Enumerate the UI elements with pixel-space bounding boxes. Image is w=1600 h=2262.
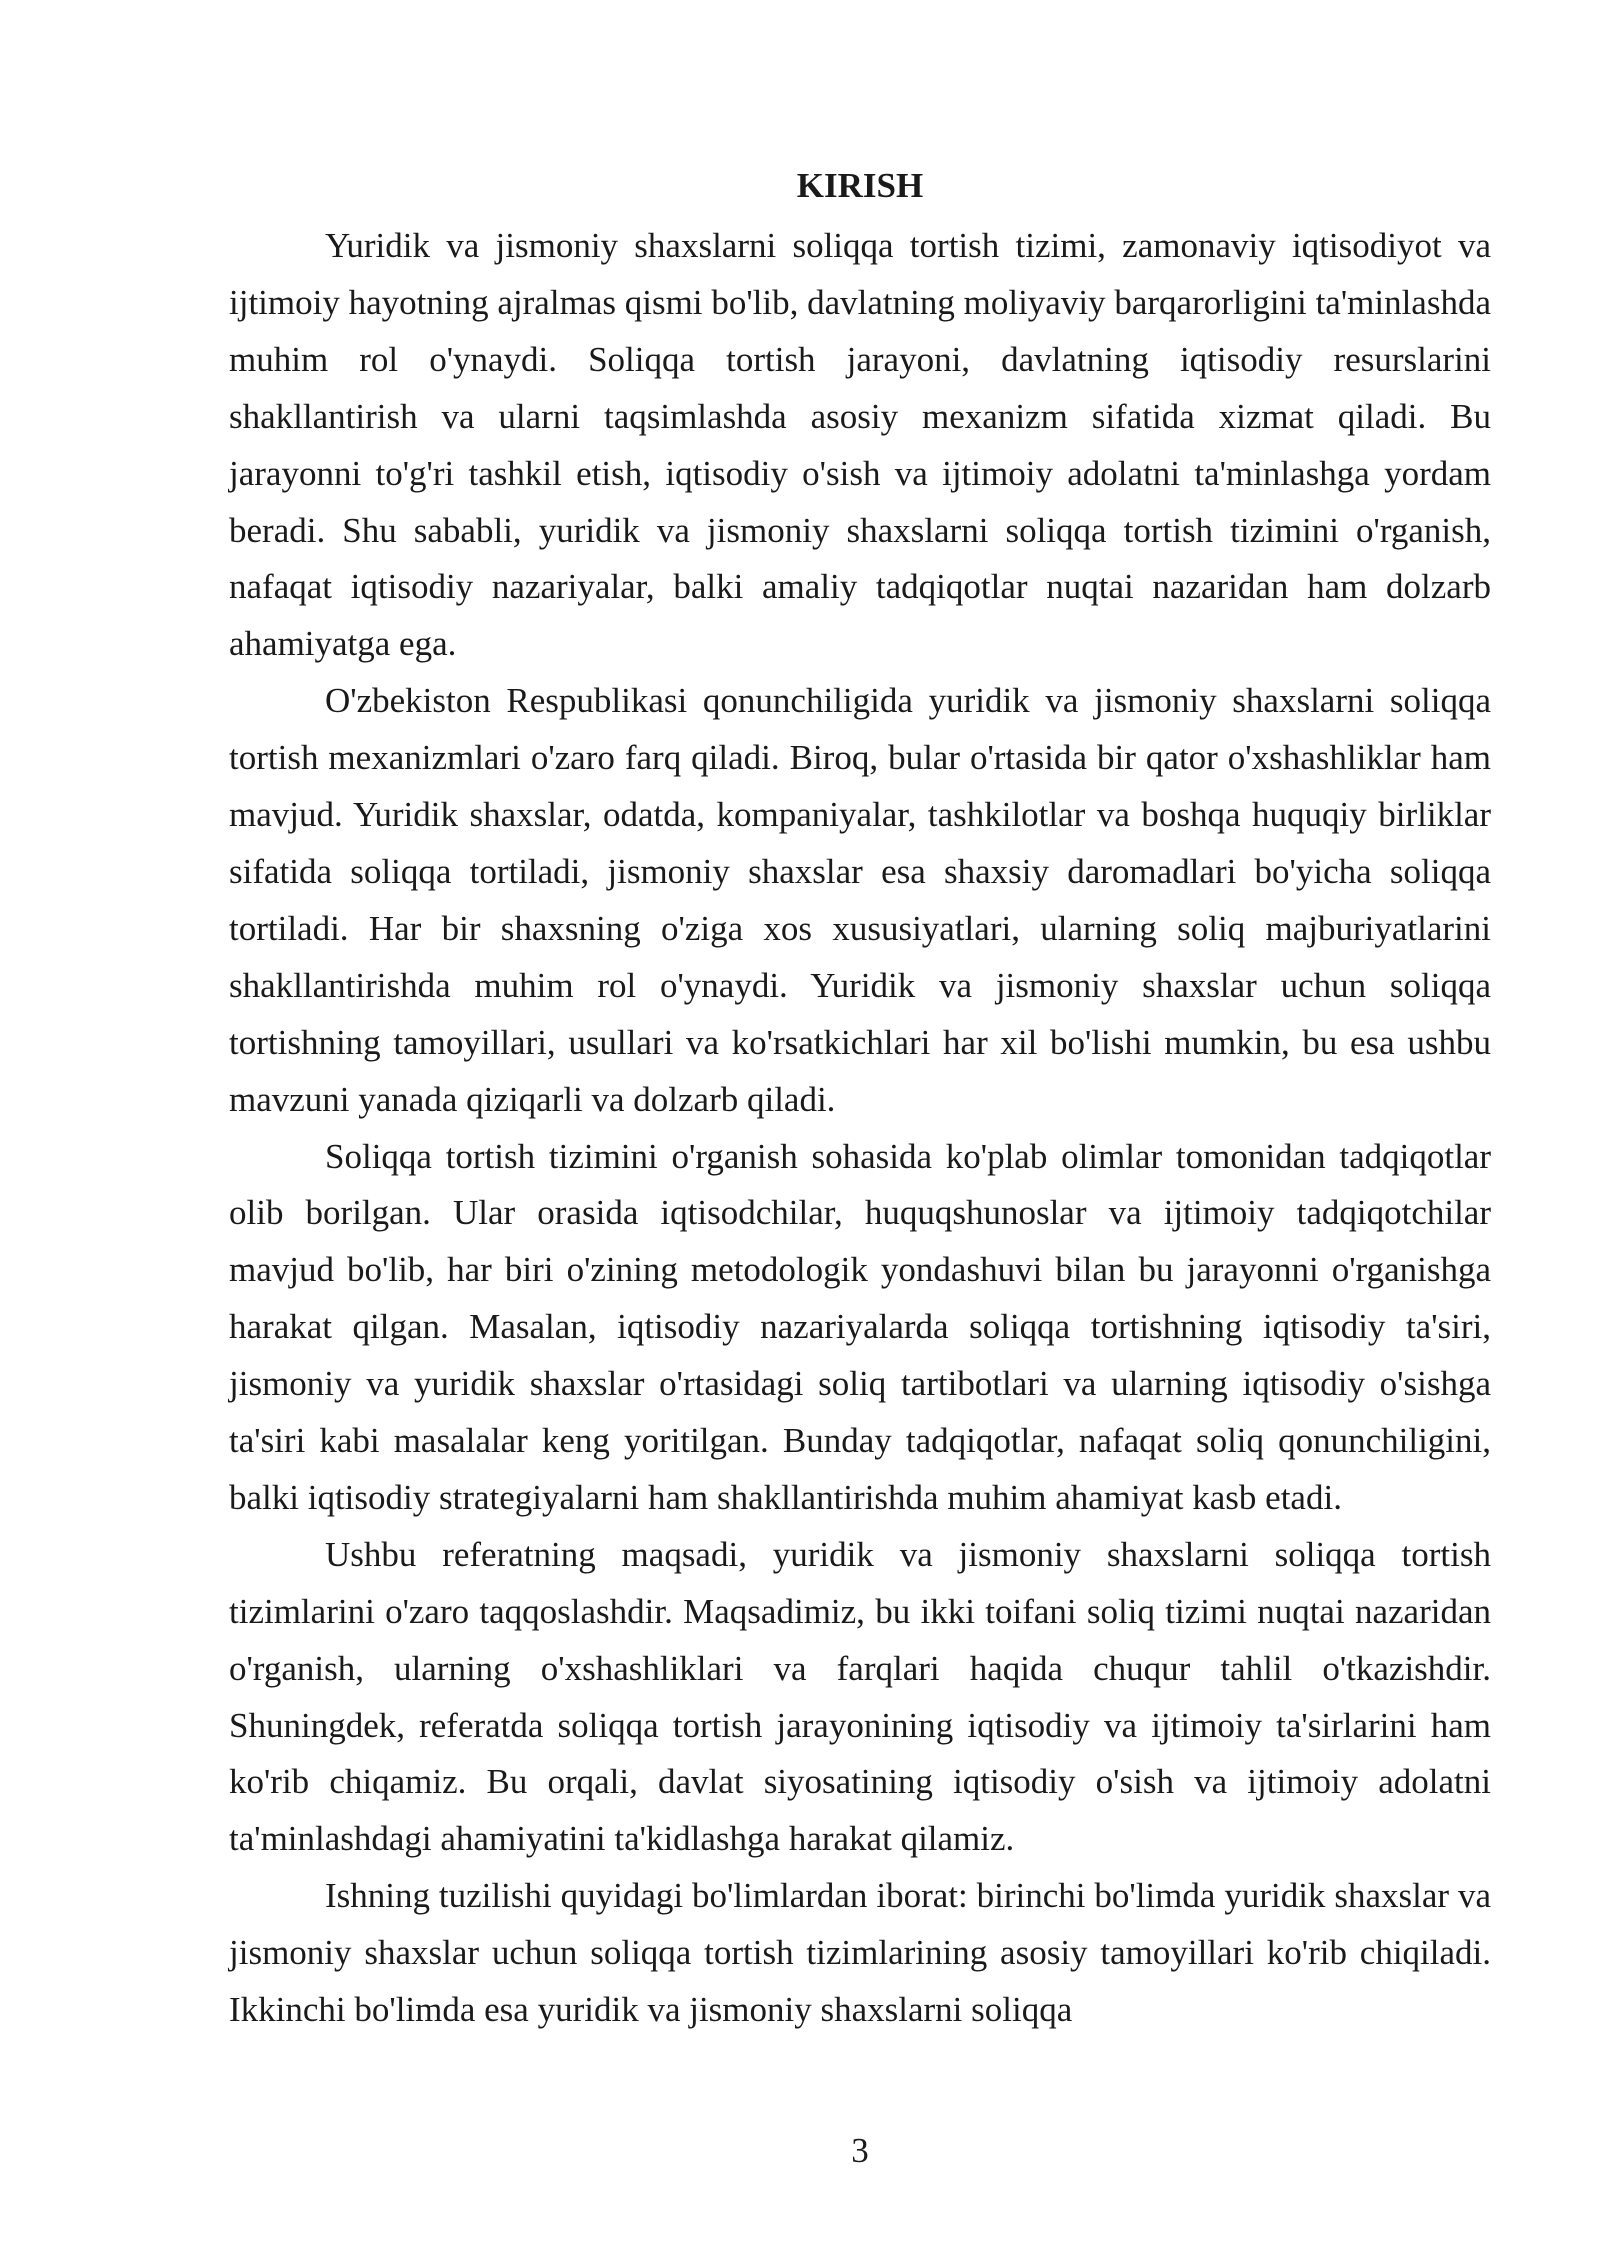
paragraph-2: O'zbekiston Respublikasi qonunchiligida yuridik va jismoniy shaxslarni soliqqa tortish mexanizmlari o'zaro farq qiladi. Biroq, bular o'rtasida bir qator o'xshashliklar ham mavjud. Yuridik shaxslar, odatda, kompaniyalar, tashkilotlar va boshqa huquqiy birliklar sifatida soliqqa tortiladi, jismoniy shaxslar esa shaxsiy daromadlari bo'yicha soliqqa tortiladi. Har bir shaxsning o'ziga xos xususiyatlari, ularning soliq majburiyatlarini shakllantirishda muhim rol o'ynaydi. Yuridik va jismoniy shaxslar uchun soliqqa tortishning tamoyillari, usullari va ko'rsatkichlari har xil bo'lishi mumkin, bu esa ushbu mavzuni yanada qiziqarli va dolzarb qiladi. bbox=[229, 681, 1491, 1119]
section-title: KIRISH bbox=[796, 166, 924, 205]
page-number: 3 bbox=[851, 2131, 869, 2170]
paragraph-3: Soliqqa tortish tizimini o'rganish sohasida ko'plab olimlar tomonidan tadqiqotlar olib borilgan. Ular orasida iqtisodchilar, huquqshunoslar va ijtimoiy tadqiqotchilar mavjud bo'lib, har biri o'zining metodologik yondashuvi bilan bu jarayonni o'rganishga harakat qilgan. Masalan, iqtisodiy nazariyalarda soliqqa tortishning iqtisodiy ta'siri, jismoniy va yuridik shaxslar o'rtasidagi soliq tartibotlari va ularning iqtisodiy o'sishga ta'siri kabi masalalar keng yoritilgan. Bunday tadqiqotlar, nafaqat soliq qonunchiligini, balki iqtisodiy strategiyalarni ham shakllantirishda muhim ahamiyat kasb etadi. bbox=[229, 1136, 1491, 1517]
document-page bbox=[229, 160, 1491, 2039]
paragraph-1: Yuridik va jismoniy shaxslarni soliqqa tortish tizimi, zamonaviy iqtisodiyot va ijtimoiy hayotning ajralmas qismi bo'lib, davlatning moliyaviy barqarorligini ta'minlashda muhim rol o'ynaydi. Soliqqa tortish jarayoni, davlatning iqtisodiy resurslarini shakllantirish va ularni taqsimlashda asosiy mexanizm sifatida xizmat qiladi. Bu jarayonni to'g'ri tashkil etish, iqtisodiy o'sish va ijtimoiy adolatni ta'minlashga yordam beradi. Shu sababli, yuridik va jismoniy shaxslarni soliqqa tortish tizimini o'rganish, nafaqat iqtisodiy nazariyalar, balki amaliy tadqiqotlar nuqtai nazaridan ham dolzarb ahamiyatga ega. bbox=[229, 226, 1491, 664]
paragraph-4: Ushbu referatning maqsadi, yuridik va jismoniy shaxslarni soliqqa tortish tizimlarini o'zaro taqqoslashdir. Maqsadimiz, bu ikki toifani soliq tizimi nuqtai nazaridan o'rganish, ularning o'xshashliklari va farqlari haqida chuqur tahlil o'tkazishdir. Shuningdek, referatda soliqqa tortish jarayonining iqtisodiy va ijtimoiy ta'sirlarini ham ko'rib chiqamiz. Bu orqali, davlat siyosatining iqtisodiy o'sish va ijtimoiy adolatni ta'minlashdagi ahamiyatini ta'kidlashga harakat qilamiz. bbox=[229, 1534, 1491, 1859]
paragraph-5: Ishning tuzilishi quyidagi bo'limlardan iborat: birinchi bo'limda yuridik shaxslar va jismoniy shaxslar uchun soliqqa tortish tizimlarining asosiy tamoyillari ko'rib chiqiladi. Ikkinchi bo'limda esa yuridik va jismoniy shaxslarni soliqqa bbox=[229, 1876, 1491, 2030]
